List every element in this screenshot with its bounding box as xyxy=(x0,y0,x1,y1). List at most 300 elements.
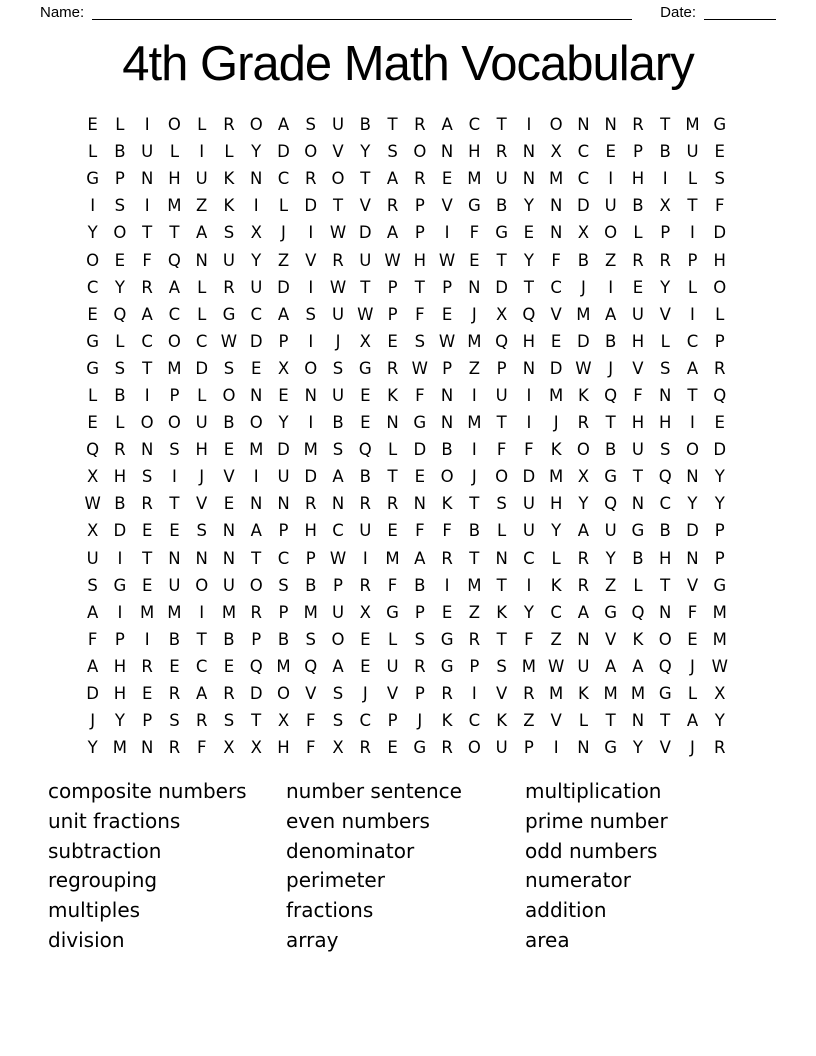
grid-cell: G xyxy=(86,169,100,189)
grid-cell: T xyxy=(142,548,153,568)
grid-cell: U xyxy=(168,575,181,595)
grid-cell: S xyxy=(223,358,235,378)
grid-cell: Y xyxy=(360,142,371,162)
grid-cell: W xyxy=(357,304,374,324)
grid-cell: A xyxy=(86,602,99,622)
grid-cell: T xyxy=(523,277,534,297)
grid-cell: R xyxy=(577,575,590,595)
grid-cell: J xyxy=(608,358,614,378)
date-blank-line[interactable] xyxy=(704,5,776,20)
grid-cell: B xyxy=(114,494,126,514)
grid-cell: N xyxy=(468,277,481,297)
grid-cell: U xyxy=(495,738,508,758)
grid-cell: K xyxy=(223,169,235,189)
grid-cell: E xyxy=(87,413,98,433)
grid-cell: S xyxy=(223,711,235,731)
grid-cell: W xyxy=(711,656,728,676)
grid-cell: N xyxy=(386,413,399,433)
grid-cell: N xyxy=(604,115,617,135)
grid-cell: U xyxy=(631,440,644,460)
grid-cell: L xyxy=(197,304,207,324)
word-list-item: multiples xyxy=(48,898,141,923)
grid-cell: E xyxy=(251,358,262,378)
grid-cell: A xyxy=(605,304,617,324)
grid-cell: C xyxy=(577,142,590,162)
grid-cell: I xyxy=(662,169,668,189)
grid-cell: O xyxy=(195,575,209,595)
grid-cell: X xyxy=(332,738,344,758)
grid-cell: M xyxy=(467,331,482,351)
grid-cell: T xyxy=(169,223,180,243)
grid-cell: D xyxy=(495,277,508,297)
grid-cell: C xyxy=(141,331,153,351)
grid-cell: U xyxy=(686,142,699,162)
grid-cell: D xyxy=(277,142,290,162)
grid-cell: M xyxy=(249,440,264,460)
grid-cell: P xyxy=(169,385,180,405)
grid-cell: S xyxy=(414,629,426,649)
grid-cell: U xyxy=(141,142,154,162)
grid-cell: C xyxy=(332,521,344,541)
grid-cell: O xyxy=(440,467,454,487)
grid-cell: R xyxy=(414,656,426,676)
grid-cell: N xyxy=(140,440,154,460)
word-list xyxy=(48,777,796,956)
grid-cell: Y xyxy=(605,548,616,568)
grid-cell: I xyxy=(144,629,150,649)
grid-cell: R xyxy=(577,548,590,568)
grid-cell: R xyxy=(223,684,235,704)
grid-cell: F xyxy=(442,521,452,541)
grid-cell: G xyxy=(440,656,454,676)
grid-cell: I xyxy=(553,738,559,758)
grid-cell: I xyxy=(253,467,259,487)
word-list-item: even numbers xyxy=(286,808,430,833)
grid-cell: X xyxy=(250,223,262,243)
grid-cell: I xyxy=(471,440,477,460)
grid-cell: P xyxy=(523,738,534,758)
grid-cell: O xyxy=(604,223,618,243)
grid-cell: A xyxy=(414,548,426,568)
grid-cell: C xyxy=(195,656,208,676)
grid-cell: T xyxy=(605,413,616,433)
grid-cell: O xyxy=(331,629,345,649)
grid-cell: Q xyxy=(631,602,645,622)
grid-cell: C xyxy=(168,304,181,324)
grid-cell: I xyxy=(144,196,150,216)
word-list-item: number sentence xyxy=(286,779,462,803)
grid-cell: F xyxy=(496,440,507,460)
grid-cell: T xyxy=(332,196,344,216)
grid-cell: F xyxy=(196,738,207,758)
grid-cell: Z xyxy=(550,629,562,649)
grid-cell: E xyxy=(223,656,235,676)
grid-cell: M xyxy=(467,413,482,433)
grid-cell: D xyxy=(577,331,590,351)
grid-row xyxy=(79,653,734,680)
grid-cell: O xyxy=(167,331,181,351)
grid-cell: G xyxy=(222,304,236,324)
grid-cell: T xyxy=(196,629,207,649)
grid-cell: G xyxy=(413,738,427,758)
grid-cell: B xyxy=(114,385,126,405)
grid-cell: E xyxy=(360,413,371,433)
grid-cell: N xyxy=(413,494,426,514)
grid-cell: T xyxy=(360,169,371,189)
grid-cell: S xyxy=(659,358,671,378)
grid-cell: I xyxy=(526,385,532,405)
grid-cell: E xyxy=(414,467,426,487)
grid-cell: B xyxy=(577,250,590,270)
grid-cell: S xyxy=(332,684,344,704)
grid-cell: V xyxy=(386,684,399,704)
grid-cell: Q xyxy=(658,467,672,487)
grid-cell: T xyxy=(251,548,262,568)
grid-cell: N xyxy=(440,413,454,433)
grid-cell: I xyxy=(690,413,695,433)
grid-cell: H xyxy=(522,331,536,351)
grid-cell: N xyxy=(495,548,508,568)
grid-cell: N xyxy=(250,169,263,189)
grid-cell: J xyxy=(553,413,559,433)
grid-cell: O xyxy=(113,223,127,243)
grid-cell: X xyxy=(277,711,290,731)
grid-cell: I xyxy=(199,142,205,162)
grid-cell: O xyxy=(249,115,263,135)
grid-cell: M xyxy=(167,602,182,622)
grid-cell: T xyxy=(496,115,507,135)
grid-cell: P xyxy=(142,711,153,731)
grid-cell: P xyxy=(496,358,507,378)
grid-cell: T xyxy=(414,277,425,297)
grid-cell: E xyxy=(387,738,398,758)
grid-cell: U xyxy=(331,115,345,135)
grid-cell: P xyxy=(305,548,316,568)
grid-cell: G xyxy=(358,358,372,378)
grid-cell: T xyxy=(660,575,671,595)
grid-cell: B xyxy=(332,413,344,433)
grid-cell: S xyxy=(114,358,126,378)
grid-cell: E xyxy=(632,277,644,297)
grid-cell: O xyxy=(413,142,427,162)
grid-cell: D xyxy=(522,467,536,487)
grid-cell: V xyxy=(659,738,671,758)
grid-cell: Y xyxy=(87,223,98,243)
grid-cell: P xyxy=(442,358,453,378)
grid-cell: U xyxy=(604,521,617,541)
grid-cell: L xyxy=(387,440,398,460)
grid-cell: F xyxy=(714,196,725,216)
grid-cell: R xyxy=(632,250,644,270)
grid-cell: Q xyxy=(522,304,536,324)
grid-cell: A xyxy=(577,602,590,622)
grid-cell: K xyxy=(496,711,508,731)
grid-cell: E xyxy=(441,602,453,622)
grid-cell: I xyxy=(308,413,314,433)
grid-cell: U xyxy=(250,277,263,297)
grid-cell: M xyxy=(221,602,237,622)
grid-cell: D xyxy=(249,331,263,351)
grid-cell: N xyxy=(222,521,236,541)
grid-cell: T xyxy=(496,629,507,649)
grid-row xyxy=(79,165,734,192)
grid-cell: Y xyxy=(632,738,643,758)
grid-cell: P xyxy=(114,629,125,649)
grid-cell: F xyxy=(415,385,425,405)
grid-cell: R xyxy=(332,250,344,270)
grid-cell: I xyxy=(526,115,532,135)
grid-cell: I xyxy=(608,169,614,189)
grid-cell: L xyxy=(687,169,698,189)
grid-cell: L xyxy=(497,521,507,541)
word-list-item: division xyxy=(48,927,125,952)
grid-cell: M xyxy=(685,115,700,135)
grid-cell: E xyxy=(469,250,480,270)
grid-cell: D xyxy=(713,440,727,460)
grid-cell: K xyxy=(550,575,562,595)
grid-row xyxy=(79,599,734,626)
grid-cell: R xyxy=(141,277,153,297)
grid-cell: Z xyxy=(277,250,290,270)
grid-cell: T xyxy=(142,358,153,378)
word-list-column xyxy=(48,777,286,956)
grid-cell: P xyxy=(660,223,671,243)
grid-cell: X xyxy=(577,223,590,243)
grid-cell: R xyxy=(386,196,399,216)
grid-cell: E xyxy=(114,250,126,270)
grid-cell: F xyxy=(306,711,316,731)
word-list-item: denominator xyxy=(286,838,415,863)
grid-cell: V xyxy=(305,250,317,270)
grid-cell: R xyxy=(141,494,153,514)
grid-cell: W xyxy=(220,331,238,351)
grid-cell: C xyxy=(86,277,99,297)
grid-cell: E xyxy=(605,142,616,162)
grid-cell: P xyxy=(278,521,289,541)
grid-row xyxy=(79,626,734,653)
word-list-item: unit fractions xyxy=(48,808,181,833)
grid-cell: U xyxy=(495,385,508,405)
grid-cell: L xyxy=(687,277,698,297)
grid-cell: N xyxy=(140,169,154,189)
grid-row xyxy=(79,409,734,436)
grid-cell: R xyxy=(223,115,235,135)
grid-cell: N xyxy=(577,115,590,135)
grid-cell: G xyxy=(604,467,618,487)
grid-cell: N xyxy=(549,223,563,243)
grid-cell: D xyxy=(304,467,318,487)
grid-row xyxy=(79,545,734,572)
grid-cell: L xyxy=(278,196,289,216)
grid-cell: H xyxy=(468,142,481,162)
grid-cell: S xyxy=(659,440,671,460)
grid-cell: U xyxy=(222,575,235,595)
grid-cell: J xyxy=(362,684,368,704)
grid-cell: X xyxy=(250,738,262,758)
grid-row xyxy=(79,138,734,165)
grid-cell: E xyxy=(141,684,153,704)
grid-cell: Y xyxy=(251,142,262,162)
grid-cell: L xyxy=(197,385,207,405)
grid-cell: C xyxy=(659,494,671,514)
grid-cell: U xyxy=(331,602,345,622)
grid-row xyxy=(79,301,734,328)
grid-cell: K xyxy=(441,711,453,731)
grid-cell: Y xyxy=(551,521,562,541)
grid-cell: P xyxy=(278,331,289,351)
grid-cell: R xyxy=(577,413,590,433)
grid-cell: P xyxy=(442,277,453,297)
grid-cell: H xyxy=(659,413,672,433)
grid-cell: M xyxy=(276,656,291,676)
grid-cell: V xyxy=(223,467,235,487)
grid-cell: V xyxy=(332,142,344,162)
grid-cell: B xyxy=(305,575,317,595)
grid-cell: S xyxy=(169,440,180,460)
grid-cell: J xyxy=(471,304,477,324)
grid-cell: T xyxy=(605,711,616,731)
grid-cell: R xyxy=(441,548,453,568)
grid-cell: Q xyxy=(358,440,372,460)
grid-cell: M xyxy=(167,358,182,378)
grid-cell: N xyxy=(522,142,536,162)
grid-cell: Z xyxy=(605,250,617,270)
grid-row xyxy=(79,734,734,761)
grid-cell: N xyxy=(631,711,645,731)
grid-cell: K xyxy=(387,385,398,405)
grid-cell: T xyxy=(632,467,643,487)
grid-cell: H xyxy=(277,738,290,758)
grid-cell: B xyxy=(223,629,235,649)
grid-cell: P xyxy=(687,250,698,270)
grid-cell: L xyxy=(551,548,561,568)
grid-cell: J xyxy=(335,331,341,351)
grid-cell: T xyxy=(687,385,698,405)
grid-cell: O xyxy=(86,250,100,270)
grid-cell: N xyxy=(522,358,536,378)
grid-cell: G xyxy=(413,413,427,433)
grid-cell: W xyxy=(329,548,347,568)
grid-cell: B xyxy=(114,142,126,162)
grid-cell: D xyxy=(304,196,318,216)
grid-cell: L xyxy=(715,304,725,324)
grid-cell: R xyxy=(386,494,399,514)
grid-cell: D xyxy=(413,440,427,460)
grid-cell: X xyxy=(495,304,508,324)
grid-cell: P xyxy=(387,711,398,731)
grid-cell: W xyxy=(411,358,428,378)
grid-cell: U xyxy=(359,521,372,541)
word-list-item: subtraction xyxy=(48,838,162,863)
grid-cell: M xyxy=(712,602,727,622)
grid-cell: A xyxy=(605,656,617,676)
grid-cell: L xyxy=(115,413,125,433)
grid-cell: R xyxy=(632,115,644,135)
grid-cell: T xyxy=(687,196,698,216)
grid-cell: R xyxy=(305,494,317,514)
grid-cell: C xyxy=(577,169,590,189)
grid-cell: S xyxy=(305,115,316,135)
grid-cell: A xyxy=(196,223,208,243)
grid-cell: I xyxy=(308,331,314,351)
grid-cell: E xyxy=(687,629,698,649)
grid-cell: R xyxy=(168,684,181,704)
grid-cell: B xyxy=(605,440,617,460)
grid-cell: M xyxy=(521,656,536,676)
grid-cell: S xyxy=(305,304,316,324)
grid-cell: F xyxy=(524,440,534,460)
grid-cell: Y xyxy=(714,494,725,514)
grid-cell: P xyxy=(278,602,289,622)
grid-cell: T xyxy=(387,115,398,135)
grid-cell: S xyxy=(169,711,180,731)
grid-cell: G xyxy=(86,331,100,351)
grid-cell: Z xyxy=(605,575,617,595)
grid-cell: I xyxy=(362,548,368,568)
grid-cell: E xyxy=(360,385,371,405)
grid-cell: L xyxy=(633,575,643,595)
grid-cell: Q xyxy=(604,385,618,405)
grid-cell: N xyxy=(631,494,645,514)
grid-cell: X xyxy=(359,331,371,351)
grid-cell: P xyxy=(414,223,425,243)
grid-cell: U xyxy=(604,196,617,216)
grid-cell: K xyxy=(578,385,589,405)
grid-cell: C xyxy=(523,548,535,568)
grid-cell: X xyxy=(359,602,371,622)
grid-cell: V xyxy=(686,575,699,595)
grid-cell: M xyxy=(385,548,400,568)
grid-cell: E xyxy=(387,521,398,541)
grid-cell: N xyxy=(195,548,208,568)
name-blank-line[interactable] xyxy=(92,5,632,20)
grid-cell: R xyxy=(441,738,453,758)
grid-cell: L xyxy=(687,684,698,704)
grid-cell: H xyxy=(113,656,127,676)
grid-cell: C xyxy=(550,602,562,622)
grid-cell: K xyxy=(223,196,235,216)
grid-cell: P xyxy=(714,521,725,541)
grid-cell: Z xyxy=(523,711,535,731)
grid-cell: W xyxy=(384,250,401,270)
grid-cell: I xyxy=(199,602,205,622)
grid-cell: I xyxy=(117,602,123,622)
grid-cell: X xyxy=(714,684,726,704)
grid-cell: C xyxy=(277,169,290,189)
grid-cell: N xyxy=(440,385,454,405)
word-list-column xyxy=(286,777,525,956)
grid-cell: L xyxy=(88,142,98,162)
grid-cell: K xyxy=(441,494,453,514)
grid-cell: E xyxy=(87,304,98,324)
grid-cell: O xyxy=(249,575,263,595)
grid-cell: E xyxy=(87,115,98,135)
grid-cell: E xyxy=(441,169,453,189)
grid-cell: R xyxy=(168,738,181,758)
grid-cell: M xyxy=(112,738,128,758)
grid-cell: O xyxy=(304,358,318,378)
grid-cell: S xyxy=(387,142,398,162)
grid-cell: W xyxy=(84,494,101,514)
grid-cell: I xyxy=(526,575,532,595)
word-list-item: perimeter xyxy=(286,868,385,893)
grid-cell: T xyxy=(496,250,507,270)
grid-cell: U xyxy=(359,250,372,270)
grid-cell: U xyxy=(522,494,535,514)
grid-cell: S xyxy=(305,629,316,649)
grid-row xyxy=(79,328,734,355)
grid-cell: H xyxy=(631,413,645,433)
